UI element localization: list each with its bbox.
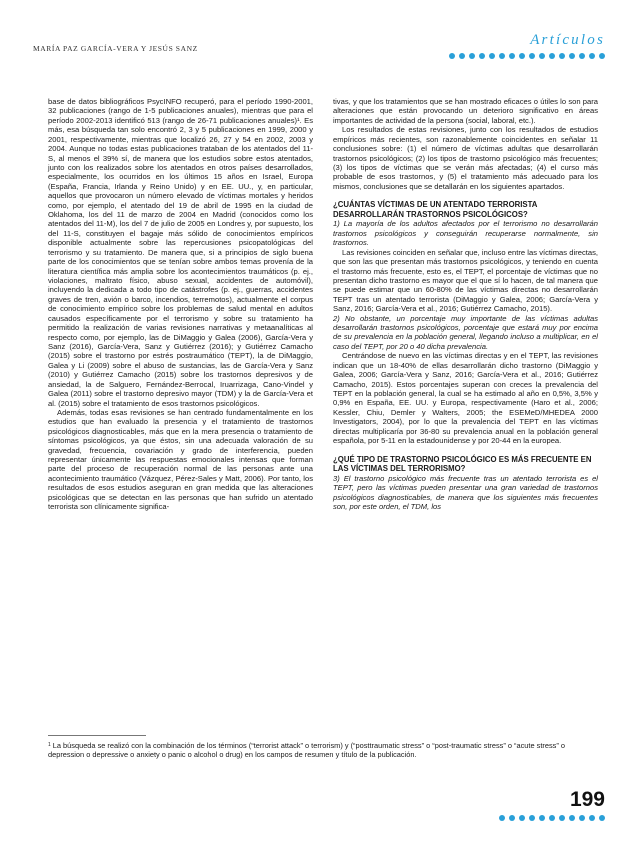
dot-icon bbox=[579, 53, 585, 59]
body-paragraph: Centrándose de nuevo en las víctimas directas y en el TEPT, las revisiones indican que un 18-40% de ellas desarrollarán dicho trastorno (DiMaggio y Galea, 2006; García-Vera y Sanz, 2016; García-Vera et al., 2016; Gutiérrez Camacho, 2015). Estos porcentajes superan con creces la prevalencia del TEPT en la población general, la cual se ha estimado al año en 0,5%, 3,5% y 0,9% en España, EE. UU. y Europa, respectivamente (Haro et al., 2006; Kessler, Chiu, Demler y Walters, 2005; the ESEMeD/MHEDEA 2000 Investigators, 2004), por lo que la prevalencia del TEPT en las víctimas directas multiplicaría por 36-80 su prevalencia anual en la población general española, por 5-11 en la estadounidense y por 20-44 en la europea. bbox=[333, 351, 598, 446]
left-column bbox=[48, 97, 313, 512]
conclusion-statement: 1) La mayoría de los adultos afectados por el terrorismo no desarrollarán trastornos psicológicos y conseguirán recuperarse normalmente, sin trastornos. bbox=[333, 219, 598, 248]
body-paragraph: Las revisiones coinciden en señalar que, incluso entre las víctimas directas, que son las que presentan más trastornos psicológicos, y teniendo en cuenta el trastorno más frecuente, esto es, el TEPT, el porcentaje de víctimas que no presentan dicho trastorno es mayor que el que sí lo hacen, de tal manera que se puede estimar que un 60-80% de las víctimas directas no desarrollarán TEPT tras un atentado terrorista (DiMaggio y Galea, 2006; García-Vera y Sanz, 2016; García-Vera et al., 2016; Gutiérrez Camacho, 2015). bbox=[333, 247, 598, 314]
dot-icon bbox=[459, 53, 465, 59]
dot-icon bbox=[539, 53, 545, 59]
dot-icon bbox=[469, 53, 475, 59]
dot-icon bbox=[579, 815, 585, 821]
header-dots bbox=[449, 53, 605, 59]
body-paragraph: base de datos bibliográficos PsycINFO recuperó, para el período 1990-2001, 32 publicaciones (rango de 1-5 publicaciones anuales), mientras que para el período 2002-2013 identificó 513 (rango de 26-71 publicaciones anuales)¹. Es más, esa búsqueda tan solo encontró 2, 3 y 5 publicaciones en 1999, 2000 y 2001, respectivamente, mientras que localizó 26, 27 y 54 en 2002, 2003 y 2004. Aunque no todas estas publicaciones trataban de los atentados del 11-S, al menos el 39% sí, de manera que los estudios sobre estos atentados, junto con los realizados sobre los atentados en otros países desarrollados, especialmente, los ocurridos en los últimos 15 años en Israel, Europa (España, Francia, Irlanda y Reino Unido) y en EE. UU., y, en particular, aquellos que provocaron un número elevado de víctimas mortales y heridos como, por ejemplo, el atentado del 19 de abril de 1995 en la ciudad de Oklahoma, los del 11 de marzo de 2004 en Madrid (conocidos como los atentados del 11-M), los del 7 de julio de 2005 en Londres y, por supuesto, los del 11-S, constituyen el bagaje más sólido de conocimientos empíricos disponible actualmente sobre las repercusiones psicopatológicas del terrorismo y su tratamiento. De manera que, si a principios de siglo buena parte de los conocimientos que se tenían sobre ambos temas provenía de la literatura científica más amplia sobre los acontecimientos traumáticos (p. ej., violaciones, maltrato físico, abuso sexual, accidentes de automóvil), incluyendo la dedicada a todo tipo de catástrofes (p. ej., guerras, accidentes graves de tren, avión o barco, incendios, terremotos), actualmente el corpus de conocimiento empírico sobre los problemas de salud mental en adultos causados específicamente por el terrorismo y sobre su tratamiento ha permitido la realización de varias revisiones narrativas y metaanalíticas al respecto como, por ejemplo, las de DiMaggio y Galea (2006), García-Vera y Sanz (2016), García-Vera, Sanz y Gutiérrez (2016); y Gutiérrez Camacho (2015) sobre el trastorno por estrés postraumático (TEPT), la de DiMaggio, Galea y Li (2009) sobre el abuso de sustancias, las de García-Vera y Sanz (2010) y Gutiérrez Camacho (2015) sobre los trastornos depresivos y de ansiedad, la de Salguero, Fernández-Berrocal, Iruarrizaga, Cano-Vindel y Galea (2011) sobre el trastorno depresivo mayor (TDM) y la de García-Vera et al. (2015) sobre el tratamiento de esos trastornos psicológicos. bbox=[48, 97, 313, 408]
conclusion-statement: 3) El trastorno psicológico más frecuente tras un atentado terrorista es el TEPT, pero las víctimas pueden presentar una gran variedad de trastornos psicológicos diagnosticables, de manera que los siguientes más frecuentes son, por este orden, el TDM, los bbox=[333, 473, 598, 511]
dot-icon bbox=[589, 53, 595, 59]
header-section-title: Artículos bbox=[530, 32, 605, 48]
footnote-rule bbox=[48, 735, 146, 736]
dot-icon bbox=[549, 815, 555, 821]
dot-icon bbox=[569, 815, 575, 821]
dot-icon bbox=[519, 815, 525, 821]
dot-icon bbox=[479, 53, 485, 59]
dot-icon bbox=[509, 815, 515, 821]
body-paragraph: Además, todas esas revisiones se han centrado fundamentalmente en los estudios que han evaluado la presencia y el tratamiento de trastornos psicológicos diagnosticables, más que en la mera presencia o tratamiento de síntomas psicológicos, ya que éstos, sin una adecuada valoración de su gravedad, frecuencia, covariación y grado de interferencia, pueden representar únicamente las respuestas emocionales intensas que forman parte del proceso de recuperación normal de las personas ante una acontecimiento traumático (Vázquez, Pérez-Sales y Matt, 2006). Por tanto, los resultados de esos estudios aseguran en gran medida que las alteraciones psicológicas que se detectan en las personas que han sufrido un atentado terrorista son clínicamente significa- bbox=[48, 407, 313, 512]
dot-icon bbox=[549, 53, 555, 59]
dot-icon bbox=[499, 815, 505, 821]
section-heading: ¿CUÁNTAS VÍCTIMAS DE UN ATENTADO TERRORISTA DESARROLLARÁN TRASTORNOS PSICOLÓGICOS? bbox=[333, 200, 538, 219]
dot-icon bbox=[569, 53, 575, 59]
dot-icon bbox=[559, 815, 565, 821]
dot-icon bbox=[509, 53, 515, 59]
body-paragraph: tivas, y que los tratamientos que se han mostrado eficaces o útiles lo son para alteraciones que están provocando un deterioro significativo en áreas importantes de actividad de la persona (social, laboral, etc.). bbox=[333, 97, 598, 125]
page-number: 199 bbox=[569, 788, 605, 811]
dot-icon bbox=[599, 53, 605, 59]
dot-icon bbox=[519, 53, 525, 59]
footer-dots bbox=[499, 815, 605, 821]
conclusion-statement: 2) No obstante, un porcentaje muy importante de las víctimas adultas desarrollarán trastornos psicológicos, porcentaje que estará muy por encima de su prevalencia en la población general, llegando incluso a multiplicar, en el caso del TEPT, por 20 o 40 dicha prevalencia. bbox=[333, 313, 598, 351]
dot-icon bbox=[529, 815, 535, 821]
dot-icon bbox=[599, 815, 605, 821]
dot-icon bbox=[539, 815, 545, 821]
footnote bbox=[48, 741, 598, 760]
header-authors: MARÍA PAZ GARCÍA-VERA Y JESÚS SANZ bbox=[33, 44, 198, 53]
footnote-text: La búsqueda se realizó con la combinación de los términos (“terrorist attack” o terrorism) y (“posttraumatic stress” o “post-traumatic stress” o “acute stress” o depression o depressive o anxiety o panic o alcohol o drug) en los campos de resumen y título de la publicación. bbox=[48, 741, 565, 760]
dot-icon bbox=[449, 53, 455, 59]
right-column bbox=[333, 97, 598, 511]
section-heading: ¿QUÉ TIPO DE TRASTORNO PSICOLÓGICO ES MÁS FRECUENTE EN LAS VÍCTIMAS DEL TERRORISMO? bbox=[333, 454, 592, 474]
dot-icon bbox=[489, 53, 495, 59]
dot-icon bbox=[589, 815, 595, 821]
dot-icon bbox=[499, 53, 505, 59]
body-paragraph: Los resultados de estas revisiones, junto con los resultados de estudios empíricos más recientes, son razonablemente coincidentes en señalar 11 conclusiones sobre: (1) el número de víctimas adultas que desarrollarán trastornos psicológicos; (2) los tipos de trastorno psicológico más frecuentes; (3) los tipos de víctimas que se verán más afectadas; (4) el curso más probable de esos trastornos, y (5) el tratamiento más adecuado para los mismos, conclusiones que se detallarán en los siguientes apartados. bbox=[333, 125, 598, 191]
footnote-marker: 1 bbox=[48, 742, 51, 748]
dot-icon bbox=[559, 53, 565, 59]
dot-icon bbox=[529, 53, 535, 59]
